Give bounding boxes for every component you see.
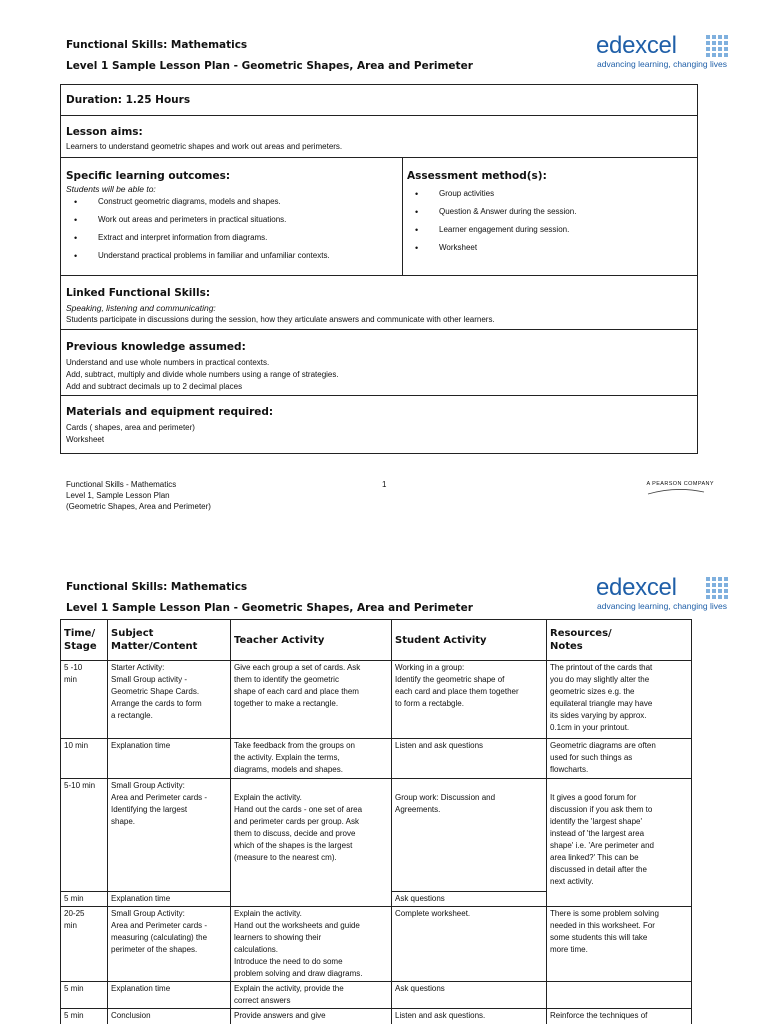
cell-student: Complete worksheet. bbox=[392, 907, 547, 982]
edexcel-logo bbox=[596, 574, 728, 614]
outcome-item: • Construct geometric diagrams, models and shapes. bbox=[66, 196, 396, 214]
cell-student-text: Group work: Discussion and Agreements. bbox=[395, 793, 496, 814]
assessment-item: • Learner engagement during session. bbox=[407, 224, 691, 242]
cell-notes: There is some problem solving needed in this worksheet. For some students this will take more time. bbox=[547, 907, 692, 982]
prior-knowledge-section bbox=[61, 330, 697, 396]
edexcel-logo bbox=[596, 32, 728, 72]
cell-subject: Explanation time bbox=[108, 739, 231, 779]
page2-header-subtitle: Level 1 Sample Lesson Plan - Geometric Shapes, Area and Perimeter bbox=[66, 602, 473, 614]
prior-knowledge-heading: Previous knowledge assumed: bbox=[66, 341, 246, 353]
pearson-swoosh-icon bbox=[646, 487, 706, 495]
header-student: Student Activity bbox=[392, 620, 547, 661]
footer-line: Functional Skills - Mathematics bbox=[66, 480, 177, 489]
prior-knowledge-line: Understand and use whole numbers in practical contexts. bbox=[66, 358, 270, 367]
table-row bbox=[61, 907, 692, 982]
outcome-item: • Extract and interpret information from diagrams. bbox=[66, 232, 396, 250]
cell-student: Ask questions bbox=[392, 982, 547, 1009]
pearson-company-mark: A PEARSON COMPANY bbox=[646, 481, 714, 487]
lesson-aims-section bbox=[61, 116, 697, 158]
lesson-activity-table bbox=[60, 619, 692, 1024]
cell-subject: Explanation time bbox=[108, 982, 231, 1009]
outcomes-heading: Specific learning outcomes: bbox=[66, 170, 231, 182]
outcomes-intro: Students will be able to: bbox=[66, 184, 156, 194]
table-row bbox=[61, 661, 692, 739]
cell-time: 5 min bbox=[61, 982, 108, 1009]
assessment-column bbox=[407, 169, 691, 260]
lesson-aims-heading: Lesson aims: bbox=[66, 126, 143, 138]
cell-time: 10 min bbox=[61, 739, 108, 779]
cell-notes bbox=[547, 982, 692, 1009]
cell-teacher bbox=[231, 779, 392, 907]
outcome-item: • Understand practical problems in familiar and unfamiliar contexts. bbox=[66, 250, 396, 268]
lesson-plan-box bbox=[60, 84, 698, 454]
cell-student bbox=[392, 779, 547, 892]
cell-subject: Starter Activity: Small Group activity - Geometric Shape Cards. Arrange the cards to form a rectangle. bbox=[108, 661, 231, 739]
cell-notes-text: It gives a good forum for discussion if you ask them to identify the 'largest shape' instead of 'the largest area shape' i.e. 'Are perimeter and area linked?' This can be discussed in detail after the next activity. bbox=[550, 793, 654, 886]
cell-student: Ask questions bbox=[392, 892, 547, 907]
duration-section bbox=[61, 85, 697, 116]
materials-section bbox=[61, 396, 697, 453]
outcome-item: • Work out areas and perimeters in practical situations. bbox=[66, 214, 396, 232]
cell-notes: Geometric diagrams are often used for such things as flowcharts. bbox=[547, 739, 692, 779]
footer-page-number: 1 bbox=[382, 480, 387, 489]
cell-teacher: Take feedback from the groups on the activity. Explain the terms, diagrams, models and shapes. bbox=[231, 739, 392, 779]
page2-header-title: Functional Skills: Mathematics bbox=[66, 581, 248, 593]
table-row bbox=[61, 982, 692, 1009]
linked-skills-heading: Linked Functional Skills: bbox=[66, 287, 211, 299]
cell-teacher-text: Explain the activity. Hand out the cards - one set of area and perimeter cards per group. Ask them to discuss, decide and prove which of the shapes is the largest (measure to the nearest cm). bbox=[234, 793, 363, 862]
page2-header bbox=[66, 574, 730, 615]
cell-student: Working in a group: Identify the geometric shape of each card and place them together to form a rectabgle. bbox=[392, 661, 547, 739]
logo-grid-icon bbox=[706, 577, 728, 599]
cell-student: Listen and ask questions bbox=[392, 739, 547, 779]
cell-student: Listen and ask questions. bbox=[392, 1009, 547, 1024]
cell-teacher: Provide answers and give bbox=[231, 1009, 392, 1024]
cell-subject: Small Group Activity: Area and Perimeter cards - Identifying the largest shape. bbox=[108, 779, 231, 892]
cell-teacher: Explain the activity. Hand out the worksheets and guide learners to showing their calculations. Introduce the need to do some problem solving and draw diagrams. bbox=[231, 907, 392, 982]
page1-footer bbox=[66, 479, 730, 513]
logo-tagline: advancing learning, changing lives bbox=[597, 601, 727, 611]
cell-teacher: Explain the activity, provide the correct answers bbox=[231, 982, 392, 1009]
page1-header bbox=[66, 32, 730, 73]
header-time: Time/ Stage bbox=[61, 620, 108, 661]
logo-grid-icon bbox=[706, 35, 728, 57]
table-row bbox=[61, 1009, 692, 1024]
cell-time: 5 min bbox=[61, 892, 108, 907]
cell-subject: Conclusion bbox=[108, 1009, 231, 1024]
prior-knowledge-line: Add and subtract decimals up to 2 decimal places bbox=[66, 382, 243, 391]
table-row bbox=[61, 779, 692, 892]
header-subject: Subject Matter/Content bbox=[108, 620, 231, 661]
materials-line: Worksheet bbox=[66, 435, 105, 444]
cell-notes: The printout of the cards that you do may slightly alter the geometric sizes e.g. the equilateral triangle may have its sides varying by approx. 0.1cm in your printout. bbox=[547, 661, 692, 739]
linked-skills-text: Students participate in discussions during the session, how they articulate answers and communicate with other learners. bbox=[66, 315, 495, 324]
table-row bbox=[61, 739, 692, 779]
outcomes-assessment-section bbox=[61, 158, 697, 276]
header-notes: Resources/ Notes bbox=[547, 620, 692, 661]
logo-wordmark: edexcel bbox=[596, 32, 677, 59]
logo-wordmark: edexcel bbox=[596, 574, 677, 601]
footer-line: (Geometric Shapes, Area and Perimeter) bbox=[66, 502, 211, 511]
assessment-item: • Question & Answer during the session. bbox=[407, 206, 691, 224]
column-divider bbox=[402, 158, 403, 275]
page1-header-title: Functional Skills: Mathematics bbox=[66, 39, 248, 51]
cell-time: 20-25 min bbox=[61, 907, 108, 982]
cell-notes: Reinforce the techniques of bbox=[547, 1009, 692, 1024]
outcomes-list bbox=[66, 196, 396, 268]
materials-heading: Materials and equipment required: bbox=[66, 406, 274, 418]
lesson-aims-text: Learners to understand geometric shapes and work out areas and perimeters. bbox=[66, 142, 343, 151]
linked-skills-intro: Speaking, listening and communicating: bbox=[66, 303, 216, 313]
materials-line: Cards ( shapes, area and perimeter) bbox=[66, 423, 195, 432]
header-teacher: Teacher Activity bbox=[231, 620, 392, 661]
cell-subject: Small Group Activity: Area and Perimeter cards - measuring (calculating) the perimeter of the shapes. bbox=[108, 907, 231, 982]
logo-tagline: advancing learning, changing lives bbox=[597, 59, 727, 69]
cell-time: 5 min bbox=[61, 1009, 108, 1024]
footer-line: Level 1, Sample Lesson Plan bbox=[66, 491, 170, 500]
cell-time: 5-10 min bbox=[61, 779, 108, 892]
linked-skills-section bbox=[61, 276, 697, 330]
cell-subject: Explanation time bbox=[108, 892, 231, 907]
assessment-item: • Group activities bbox=[407, 188, 691, 206]
page1-header-subtitle: Level 1 Sample Lesson Plan - Geometric Shapes, Area and Perimeter bbox=[66, 60, 473, 72]
assessment-list bbox=[407, 188, 691, 260]
prior-knowledge-line: Add, subtract, multiply and divide whole numbers using a range of strategies. bbox=[66, 370, 339, 379]
assessment-heading: Assessment method(s): bbox=[407, 170, 547, 182]
cell-teacher: Give each group a set of cards. Ask them to identify the geometric shape of each card and place them together to make a rectangle. bbox=[231, 661, 392, 739]
assessment-item: • Worksheet bbox=[407, 242, 691, 260]
cell-notes bbox=[547, 779, 692, 907]
duration: Duration: 1.25 Hours bbox=[66, 94, 191, 106]
outcomes-column bbox=[66, 169, 396, 268]
cell-time: 5 -10 min bbox=[61, 661, 108, 739]
